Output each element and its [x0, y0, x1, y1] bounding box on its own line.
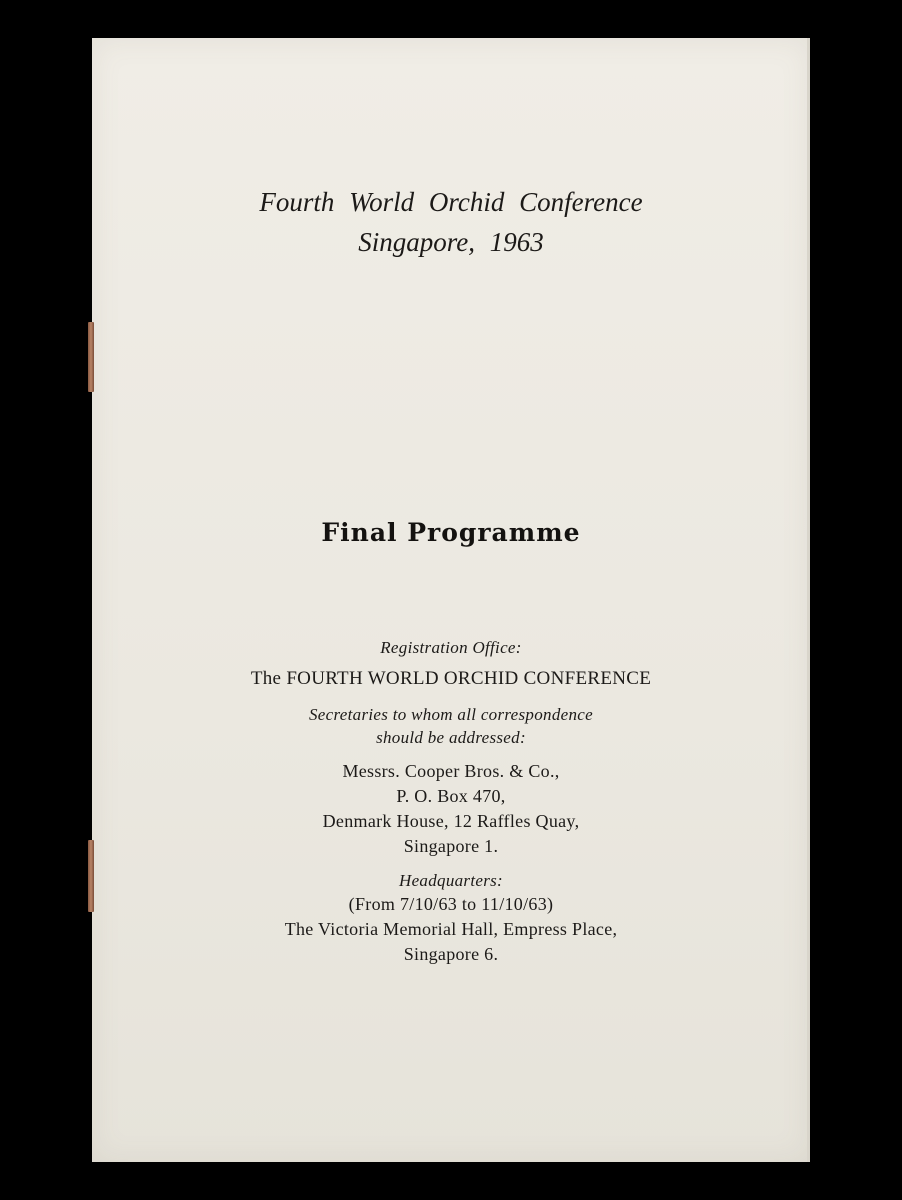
address-line: Messrs. Cooper Bros. & Co.,	[342, 761, 560, 781]
address-line: P. O. Box 470,	[396, 786, 506, 806]
registration-heading: Registration Office:	[380, 638, 522, 657]
headquarters-venue: The Victoria Memorial Hall, Empress Place,	[284, 919, 618, 939]
programme-subtitle: Final Programme	[321, 518, 581, 547]
headquarters-city: Singapore 6.	[403, 944, 499, 964]
headquarters-heading: Headquarters:	[399, 871, 503, 890]
programme-subtitle-block	[92, 518, 810, 547]
title-line-1: Fourth World Orchid Conference	[259, 187, 643, 217]
secretaries-note-line-2: should be addressed:	[376, 728, 526, 747]
staple-top	[88, 322, 94, 392]
address-line: Denmark House, 12 Raffles Quay,	[322, 811, 580, 831]
contact-info	[92, 636, 810, 967]
address-line: Singapore 1.	[403, 836, 499, 856]
conference-title	[92, 182, 810, 262]
organization-name: The FOURTH WORLD ORCHID CONFERENCE	[250, 668, 652, 689]
title-line-2: Singapore, 1963	[358, 227, 544, 257]
headquarters-dates: (From 7/10/63 to 11/10/63)	[348, 894, 554, 914]
secretaries-note-line-1: Secretaries to whom all correspondence	[309, 705, 593, 724]
